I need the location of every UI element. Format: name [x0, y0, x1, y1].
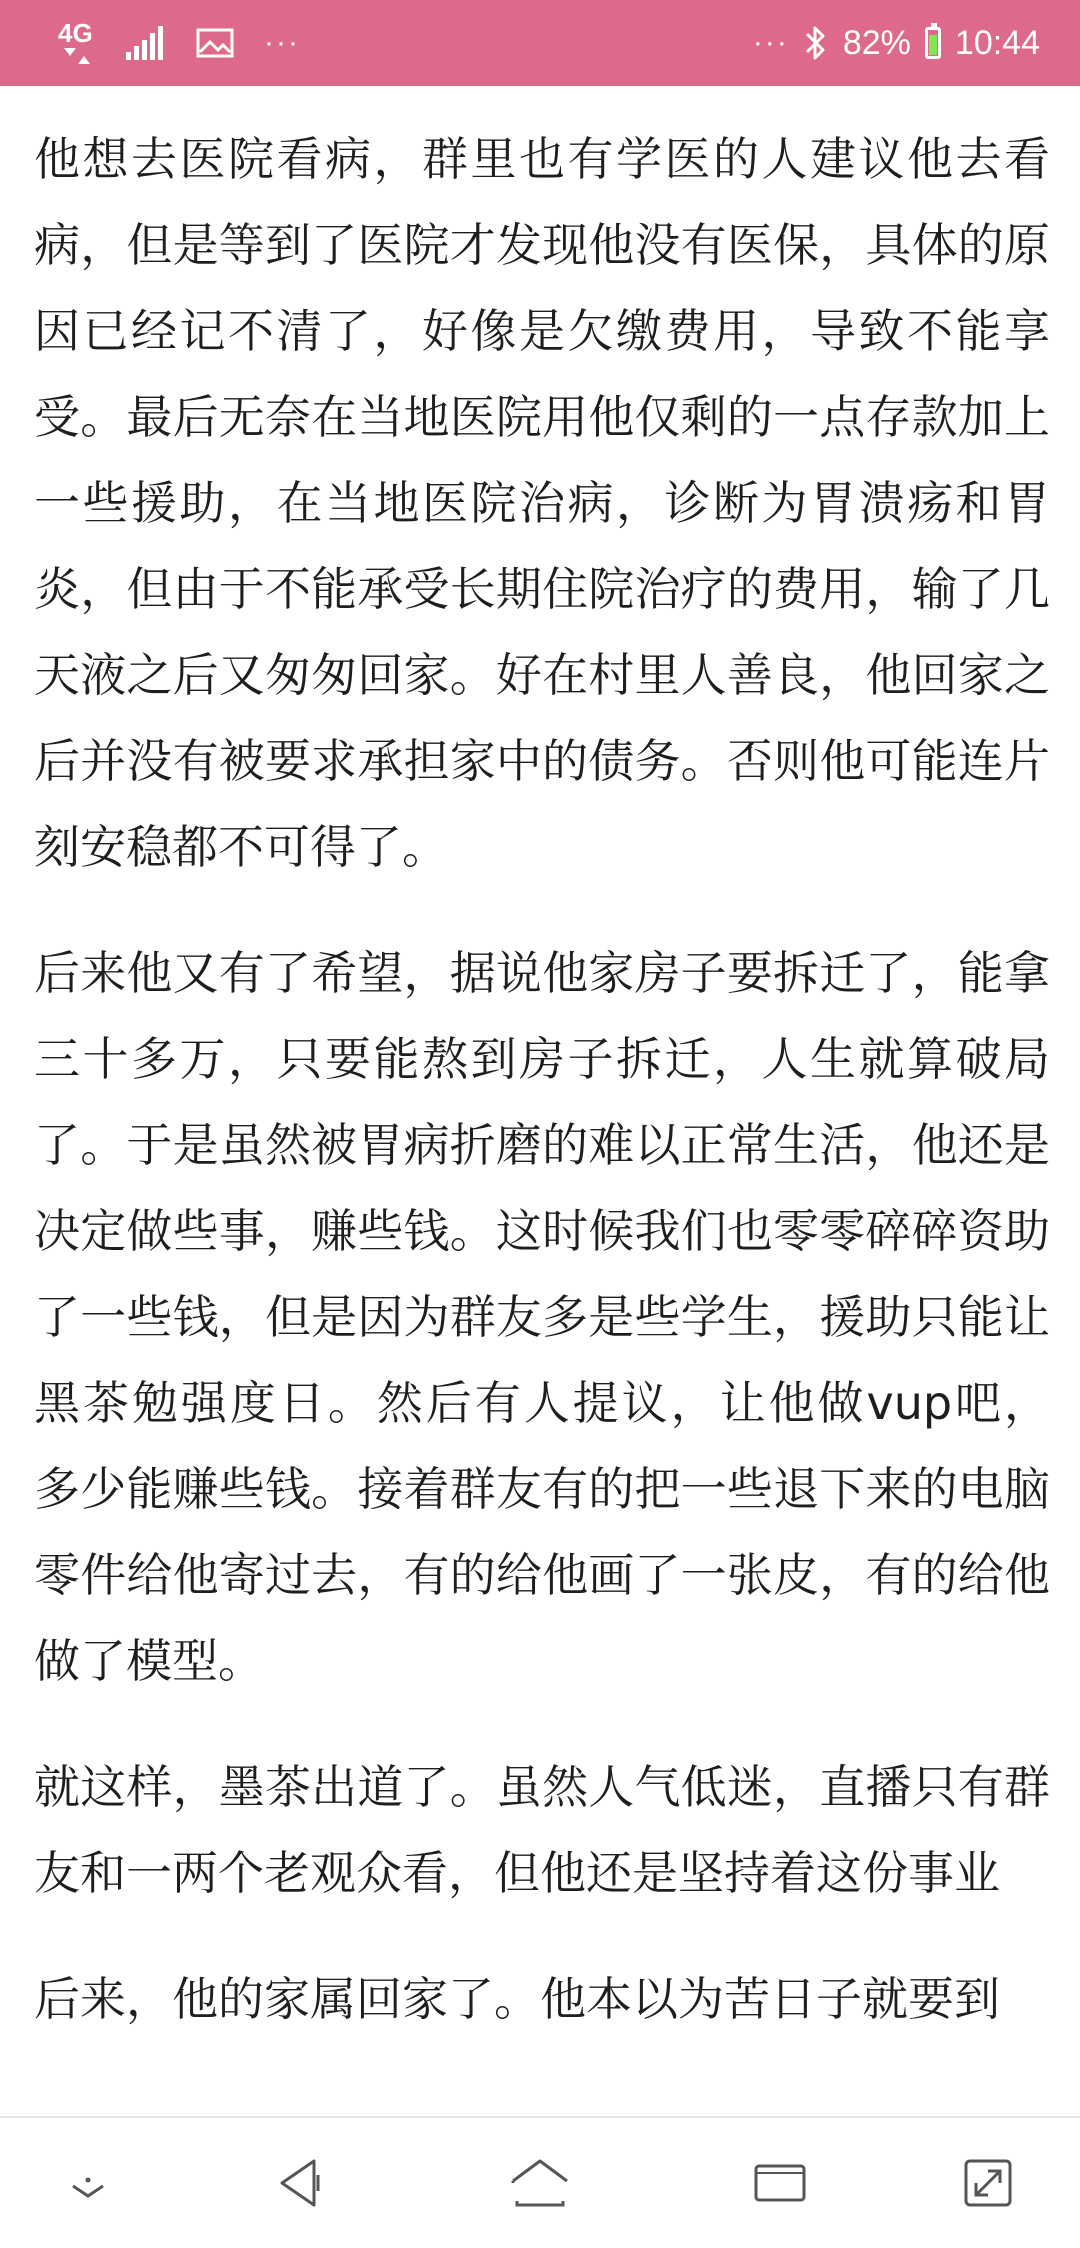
- signal-strength-icon: [126, 26, 166, 60]
- article-paragraph: 就这样，墨茶出道了。虽然人气低迷，直播只有群友和一两个老观众看，但他还是坚持着这份事业: [34, 1760, 1050, 1900]
- home-icon: [507, 2153, 573, 2213]
- more-notifications-indicator: ···: [264, 26, 300, 59]
- fullscreen-button[interactable]: [943, 2148, 1033, 2218]
- back-icon: [270, 2153, 330, 2213]
- article-paragraph: 后来他又有了希望，据说他家房子要拆迁了，能拿三十多万，只要能熬到房子拆迁，人生就算破局了。于是虽然被胃病折磨的难以正常生活，他还是决定做些事，赚些钱。这时候我们也零零碎碎资助了一些钱，但是因为群友多是些学生，援助只能让黑茶勉强度日。然后有人提议，让他做vup吧， 多少能赚些钱。接着群友有的把一些退下来的电脑零件给他寄过去，有的给他画了一张皮，有的给他做了模型。: [34, 946, 1050, 1688]
- bottom-navigation-bar: [0, 2116, 1080, 2248]
- collapse-icon: [63, 2158, 113, 2208]
- battery-percent: 82%: [842, 23, 911, 62]
- article-content: [34, 116, 1050, 2106]
- network-label: 4G: [58, 18, 93, 48]
- battery-icon: [925, 27, 941, 59]
- bluetooth-icon: [803, 24, 829, 62]
- status-bar-left: [56, 0, 300, 86]
- expand-icon: [958, 2153, 1018, 2213]
- more-status-indicator: ···: [752, 26, 789, 59]
- article-paragraph: 后来，他的家属回家了。他本以为苦日子就要到: [34, 1972, 1000, 2026]
- clock: 10:44: [954, 23, 1040, 62]
- back-button[interactable]: [255, 2148, 345, 2218]
- recents-button[interactable]: [735, 2148, 825, 2218]
- image-notification-icon: [196, 28, 234, 58]
- collapse-button[interactable]: [43, 2148, 133, 2218]
- recents-icon: [750, 2158, 810, 2208]
- battery-level-fill: [929, 35, 937, 55]
- status-bar: [0, 0, 1080, 86]
- home-button[interactable]: [495, 2148, 585, 2218]
- status-bar-right: [753, 0, 1040, 86]
- network-4g-icon: [56, 18, 96, 68]
- article-paragraph: 他想去医院看病，群里也有学医的人建议他去看病，但是等到了医院才发现他没有医保，具体的原因已经记不清了，好像是欠缴费用，导致不能享受。最后无奈在当地医院用他仅剩的一点存款加上一些援助，在当地医院治病，诊断为胃溃疡和胃炎，但由于不能承受长期住院治疗的费用，输了几天液之后又匆匆回家。好在村里人善良，他回家之后并没有被要求承担家中的债务。否则他可能连片刻安稳都不可得了。: [34, 132, 1050, 874]
